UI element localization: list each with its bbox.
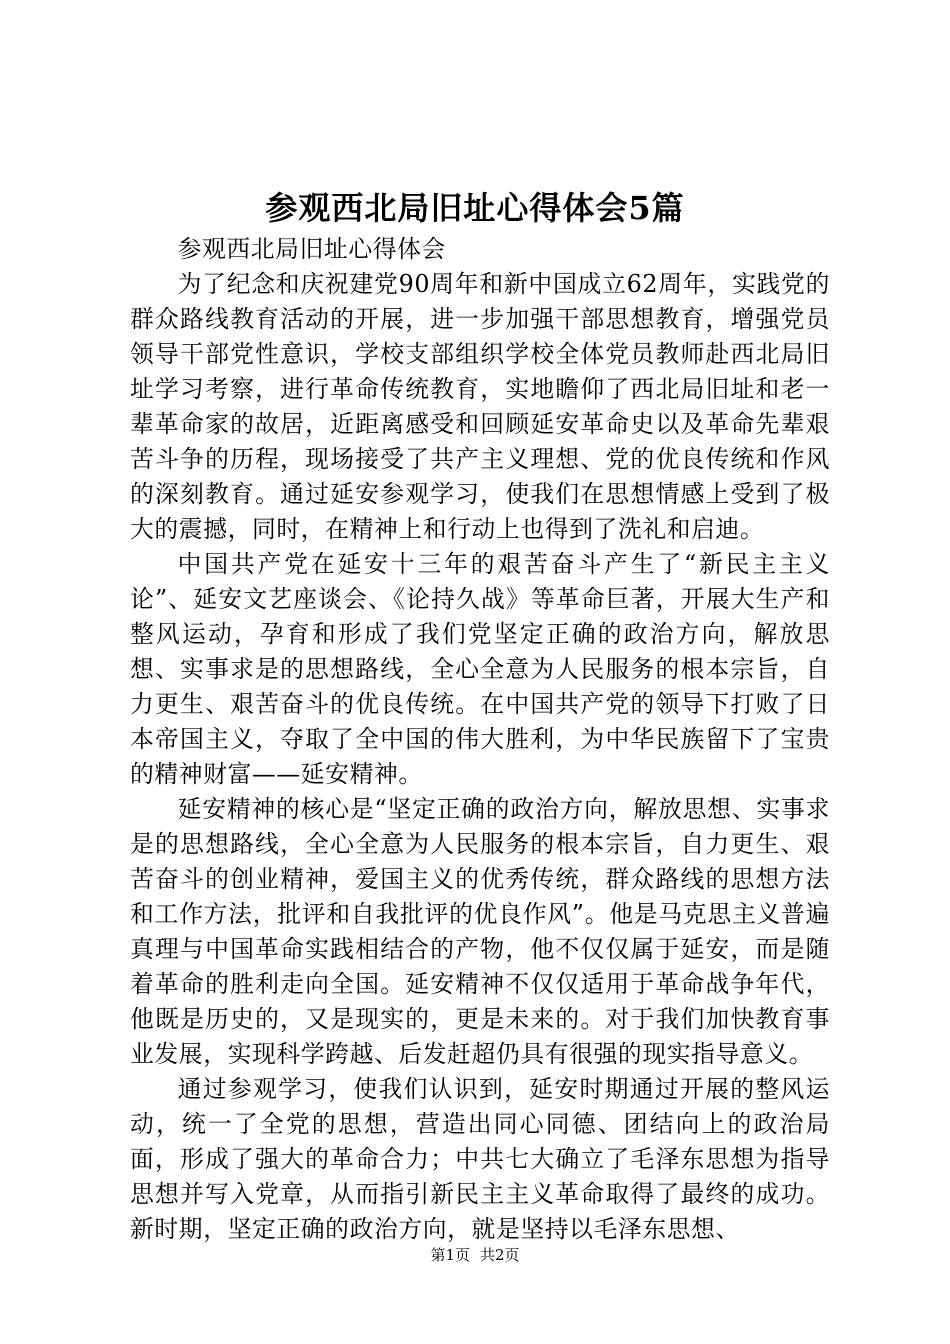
page-footer [0, 1245, 950, 1265]
document-body [130, 232, 830, 1247]
subtitle-paragraph: 参观西北局旧址心得体会 [177, 235, 446, 263]
page-total: 共2页 [480, 1246, 520, 1264]
body-paragraph: 通过参观学习，使我们认识到，延安时期通过开展的整风运动，统一了全党的思想，营造出同心同德、团结向上的政治局面，形成了强大的革命合力；中共七大确立了毛泽东思想为指导思想并写入党章，从而指引新民主主义革命取得了最终的成功。新时期，坚定正确的政治方向，就是坚持以毛泽东思想、 [130, 1075, 830, 1243]
body-paragraph: 延安精神的核心是“坚定正确的政治方向，解放思想、实事求是的思想路线，全心全意为人民服务的根本宗旨，自力更生、艰苦奋斗的创业精神，爱国主义的优秀传统，群众路线的思想方法和工作方法，批评和自我批评的优良作风”。他是马克思主义普遍真理与中国革命实践相结合的产物，他不仅仅属于延安，而是随着革命的胜利走向全国。延安精神不仅仅适用于革命战争年代，他既是历史的，又是现实的，更是未来的。对于我们加快教育事业发展，实现科学跨越、后发赶超仍具有很强的现实指导意义。 [130, 795, 830, 1068]
document-title: 参观西北局旧址心得体会5篇 [265, 189, 685, 227]
body-paragraph: 为了纪念和庆祝建党90周年和新中国成立62周年，实践党的群众路线教育活动的开展，进一步加强干部思想教育，增强党员领导干部党性意识，学校支部组织学校全体党员教师赴西北局旧址学习考察，进行革命传统教育，实地瞻仰了西北局旧址和老一辈革命家的故居，近距离感受和回顾延安革命史以及革命先辈艰苦斗争的历程，现场接受了共产主义理想、党的优良传统和作风的深刻教育。通过延安参观学习，使我们在思想情感上受到了极大的震撼，同时，在精神上和行动上也得到了洗礼和启迪。 [130, 270, 830, 543]
page-number: 第1页 [430, 1246, 470, 1264]
body-paragraph: 中国共产党在延安十三年的艰苦奋斗产生了“新民主主义论”、延安文艺座谈会、《论持久战》等革命巨著，开展大生产和整风运动，孕育和形成了我们党坚定正确的政治方向，解放思想、实事求是的思想路线，全心全意为人民服务的根本宗旨，自力更生、艰苦奋斗的优良传统。在中国共产党的领导下打败了日本帝国主义，夺取了全中国的伟大胜利，为中华民族留下了宝贵的精神财富——延安精神。 [130, 550, 830, 788]
